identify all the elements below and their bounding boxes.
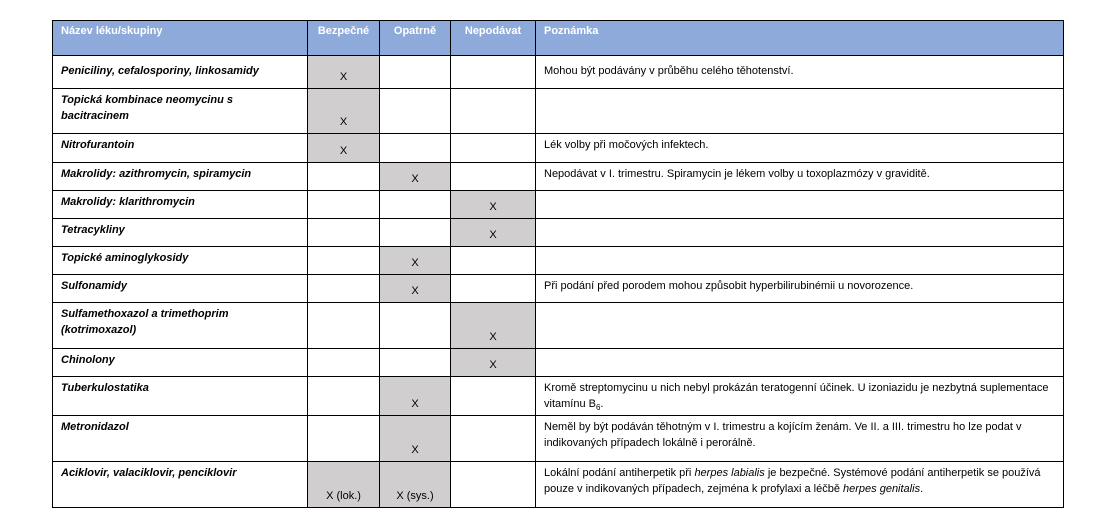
note-text	[536, 219, 1064, 247]
avoid-mark	[451, 56, 536, 89]
table-row	[53, 416, 1064, 462]
header-avoid: Nepodávat	[451, 21, 536, 56]
header-name: Název léku/skupiny	[53, 21, 308, 56]
note-subscript: 6	[595, 403, 601, 413]
note-end: .	[600, 398, 604, 410]
table-row	[53, 191, 1064, 219]
table-row	[53, 56, 1064, 89]
avoid-mark	[451, 416, 536, 462]
safe-mark: X	[308, 89, 380, 134]
avoid-mark	[451, 247, 536, 275]
drug-name: Tuberkulostatika	[53, 377, 308, 416]
drug-name: Topická kombinace neomycinu s bacitracinem	[53, 89, 308, 134]
safe-mark	[308, 275, 380, 303]
note-part-3: .	[920, 483, 924, 495]
safe-mark	[308, 349, 380, 377]
note-text: Mohou být podávány v průběhu celého těhotenství.	[536, 56, 1064, 89]
avoid-mark	[451, 89, 536, 134]
note-text	[536, 247, 1064, 275]
antibiotics-pregnancy-table	[52, 20, 1064, 508]
note-text	[536, 462, 1064, 508]
avoid-mark	[451, 275, 536, 303]
table-row	[53, 89, 1064, 134]
drug-name: Makrolidy: klarithromycin	[53, 191, 308, 219]
drug-name: Sulfamethoxazol a trimethoprim (kotrimoxazol)	[53, 303, 308, 349]
table-row	[53, 275, 1064, 303]
note-text	[536, 89, 1064, 134]
note-text: Lék volby při močových infektech.	[536, 134, 1064, 163]
avoid-mark: X	[451, 349, 536, 377]
note-italic-2: herpes genitalis	[843, 483, 921, 495]
table-row	[53, 163, 1064, 191]
note-text: Neměl by být podáván těhotným v I. trimestru a kojícím ženám. Ve II. a III. trimestru ho lze podat v indikovaných případech lokálně i perorálně.	[536, 416, 1064, 462]
drug-name: Nitrofurantoin	[53, 134, 308, 163]
drug-name: Topické aminoglykosidy	[53, 247, 308, 275]
note-text: Při podání před porodem mohou způsobit hyperbilirubinémii u novorozence.	[536, 275, 1064, 303]
note-main: Kromě streptomycinu u nich nebyl prokázán teratogenní účinek. U izoniazidu je nezbytná suplementace vitamínu B	[544, 382, 1049, 410]
caution-mark: X	[380, 416, 451, 462]
table-row	[53, 462, 1064, 508]
caution-mark	[380, 191, 451, 219]
drug-name: Peniciliny, cefalosporiny, linkosamidy	[53, 56, 308, 89]
table-row	[53, 377, 1064, 416]
note-italic-1: herpes labialis	[694, 467, 765, 479]
caution-mark	[380, 56, 451, 89]
safe-mark: X	[308, 56, 380, 89]
table-row	[53, 303, 1064, 349]
drug-name: Sulfonamidy	[53, 275, 308, 303]
avoid-mark	[451, 163, 536, 191]
safe-mark	[308, 377, 380, 416]
safe-mark	[308, 163, 380, 191]
safe-mark: X	[308, 134, 380, 163]
drug-name: Chinolony	[53, 349, 308, 377]
caution-mark: X	[380, 247, 451, 275]
table-row	[53, 134, 1064, 163]
caution-mark	[380, 349, 451, 377]
header-row	[53, 21, 1064, 56]
safe-mark	[308, 416, 380, 462]
caution-mark	[380, 219, 451, 247]
caution-mark	[380, 89, 451, 134]
note-text	[536, 349, 1064, 377]
safe-mark	[308, 191, 380, 219]
table-row	[53, 349, 1064, 377]
caution-mark: X (sys.)	[380, 462, 451, 508]
drug-name: Metronidazol	[53, 416, 308, 462]
safe-mark	[308, 247, 380, 275]
avoid-mark: X	[451, 219, 536, 247]
note-text	[536, 377, 1064, 416]
avoid-mark: X	[451, 303, 536, 349]
avoid-mark	[451, 134, 536, 163]
table-row	[53, 247, 1064, 275]
header-caution: Opatrně	[380, 21, 451, 56]
header-safe: Bezpečné	[308, 21, 380, 56]
safe-mark	[308, 219, 380, 247]
safe-mark	[308, 303, 380, 349]
drug-name: Tetracykliny	[53, 219, 308, 247]
avoid-mark	[451, 462, 536, 508]
note-part-2: je bezpečné. Systémové podání antiherpetik se používá pouze v indikovaných případech, zejména k profylaxi a léčbě	[544, 467, 1041, 495]
caution-mark	[380, 134, 451, 163]
note-text	[536, 191, 1064, 219]
note-text: Nepodávat v I. trimestru. Spiramycin je lékem volby u toxoplazmózy v graviditě.	[536, 163, 1064, 191]
table-row	[53, 219, 1064, 247]
avoid-mark	[451, 377, 536, 416]
caution-mark: X	[380, 163, 451, 191]
note-text	[536, 303, 1064, 349]
safe-mark: X (lok.)	[308, 462, 380, 508]
avoid-mark: X	[451, 191, 536, 219]
header-note: Poznámka	[536, 21, 1064, 56]
drug-name: Makrolidy: azithromycin, spiramycin	[53, 163, 308, 191]
drug-name: Aciklovir, valaciklovir, penciklovir	[53, 462, 308, 508]
note-part-1: Lokální podání antiherpetik při	[544, 467, 695, 479]
caution-mark	[380, 303, 451, 349]
caution-mark: X	[380, 377, 451, 416]
caution-mark: X	[380, 275, 451, 303]
